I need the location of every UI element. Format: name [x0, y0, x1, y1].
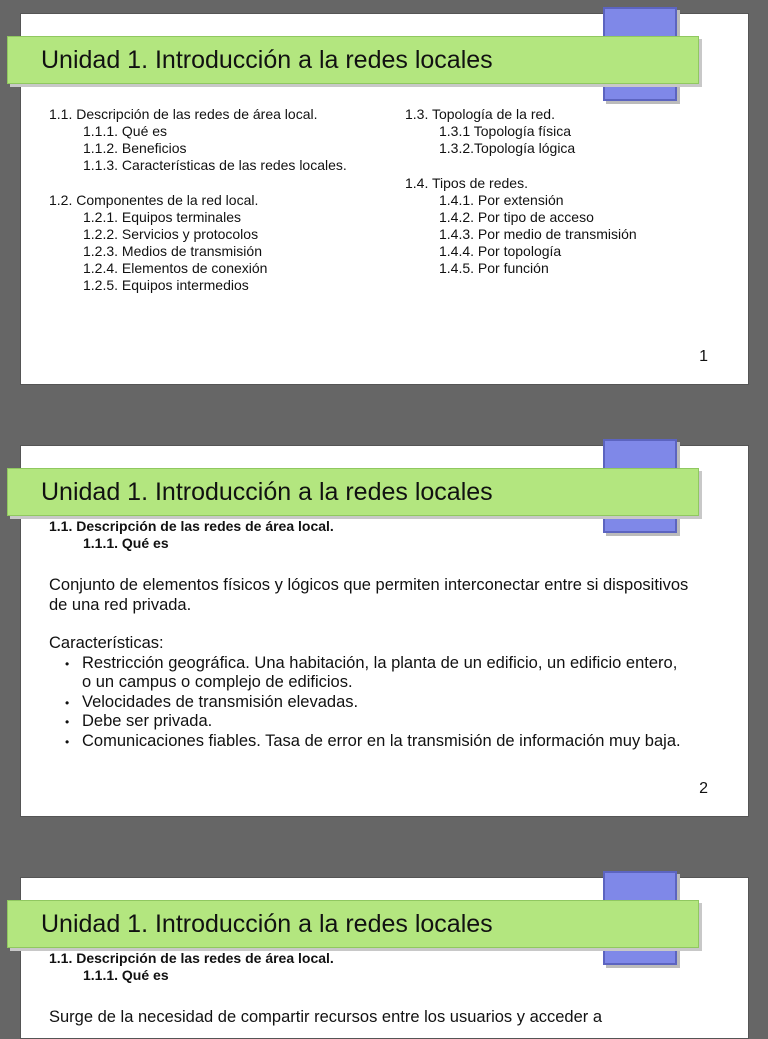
toc-section: 1.3. Topología de la red.: [405, 106, 555, 122]
toc-section: 1.1. Descripción de las redes de área local.: [49, 106, 318, 122]
section-heading: 1.1. Descripción de las redes de área local.: [49, 518, 334, 534]
toc-subsection: 1.2.1. Equipos terminales: [83, 209, 241, 225]
toc-subsection: 1.4.3. Por medio de transmisión: [439, 226, 637, 242]
toc-subsection: 1.4.1. Por extensión: [439, 192, 564, 208]
subsection-heading: 1.1.1. Qué es: [83, 967, 169, 983]
page-number: 1: [699, 348, 708, 365]
slide-title: Unidad 1. Introducción a la redes locales: [7, 900, 699, 948]
toc-section: 1.4. Tipos de redes.: [405, 175, 528, 191]
slide-1: [20, 13, 749, 385]
toc-subsection: 1.2.3. Medios de transmisión: [83, 243, 262, 259]
toc-subsection: 1.1.2. Beneficios: [83, 140, 187, 156]
bullet-list: [49, 654, 689, 752]
slide-2: [20, 445, 749, 817]
toc-subsection: 1.4.4. Por topología: [439, 243, 562, 259]
toc-subsection: 1.3.2.Topología lógica: [439, 140, 576, 156]
toc-subsection: 1.1.1. Qué es: [83, 123, 168, 139]
toc-subsection: 1.2.4. Elementos de conexión: [83, 260, 268, 276]
slide-3: [20, 877, 749, 1039]
toc-subsection: 1.2.5. Equipos intermedios: [83, 277, 249, 293]
page-number: 2: [699, 780, 708, 797]
bullet-item: • Comunicaciones fiables. Tasa de error en la transmisión de información muy baja.: [82, 732, 689, 752]
toc-subsection: 1.4.2. Por tipo de acceso: [439, 209, 594, 225]
toc-subsection: 1.4.5. Por función: [439, 260, 549, 276]
body-paragraph: Conjunto de elementos físicos y lógicos que permiten interconectar entre si dispositivos de una red privada.: [49, 576, 689, 614]
list-heading: Características:: [49, 634, 164, 652]
slide-title: Unidad 1. Introducción a la redes locales: [7, 36, 699, 84]
body-paragraph: Surge de la necesidad de compartir recursos entre los usuarios y acceder a: [49, 1008, 603, 1026]
bullet-item: • Restricción geográfica. Una habitación, la planta de un edificio, un edificio entero, o un campus o complejo de edificios.: [82, 654, 689, 693]
subsection-heading: 1.1.1. Qué es: [83, 535, 169, 551]
slide-title: Unidad 1. Introducción a la redes locales: [7, 468, 699, 516]
toc-subsection: 1.2.2. Servicios y protocolos: [83, 226, 259, 242]
bullet-item: • Velocidades de transmisión elevadas.: [82, 693, 689, 713]
bullet-item: • Debe ser privada.: [82, 712, 689, 732]
toc-subsection: 1.1.3. Características de las redes locales.: [83, 157, 347, 173]
toc-subsection: 1.3.1 Topología física: [439, 123, 572, 139]
toc-section: 1.2. Componentes de la red local.: [49, 192, 259, 208]
slide-body: [49, 1008, 689, 1028]
section-heading: 1.1. Descripción de las redes de área local.: [49, 950, 334, 966]
slide-body: [49, 576, 689, 751]
